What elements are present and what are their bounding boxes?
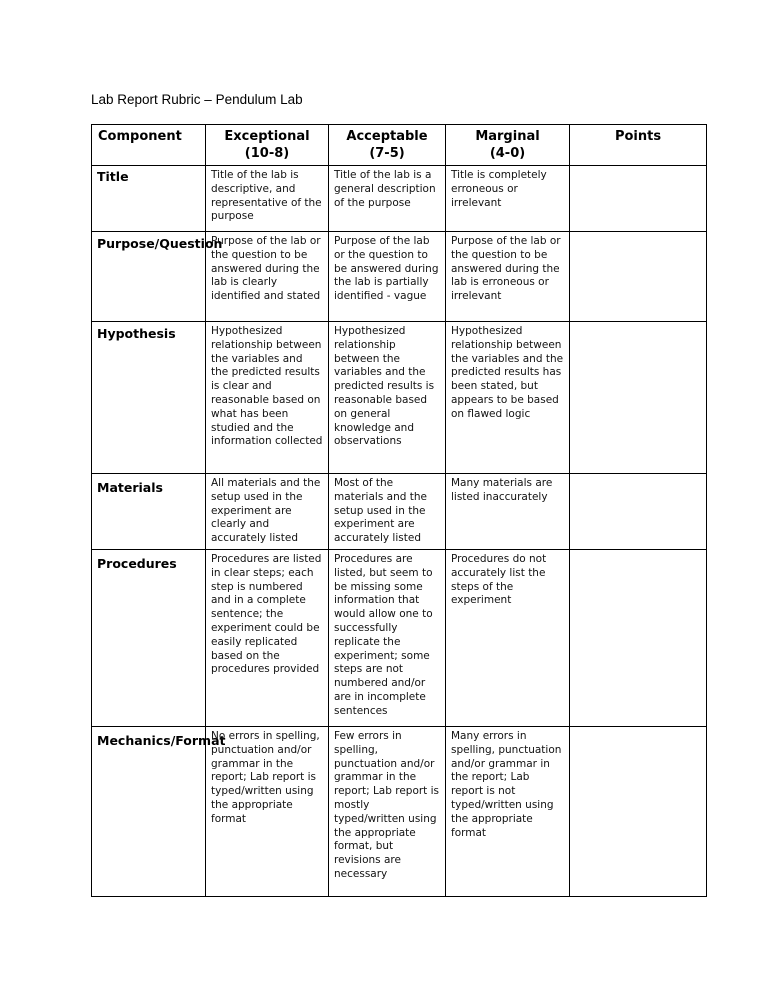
table-row [92, 166, 707, 232]
points-cell[interactable] [570, 322, 707, 474]
page-title: Lab Report Rubric – Pendulum Lab [91, 92, 303, 107]
points-cell[interactable] [570, 474, 707, 550]
points-cell[interactable] [570, 232, 707, 322]
header-label: Exceptional [224, 129, 310, 144]
component-purpose-question: Purpose/Question [92, 232, 206, 322]
header-points [570, 125, 707, 166]
header-label: Points [614, 129, 662, 144]
marginal-cell: Many errors in spelling, punctuation and/or grammar in the report; Lab report is not typed/written using the appropriate format [446, 727, 570, 897]
acceptable-cell: Procedures are listed, but seem to be missing some information that would allow one to successfully replicate the experiment; some steps are not numbered and/or are in incomplete sentences [329, 550, 446, 727]
exceptional-cell: Procedures are listed in clear steps; each step is numbered and in a complete sentence; the experiment could be easily replicated based on the procedures provided [206, 550, 329, 727]
marginal-cell: Hypothesized relationship between the variables and the predicted results has been stated, but appears to be based on flawed logic [446, 322, 570, 474]
exceptional-cell: No errors in spelling, punctuation and/or grammar in the report; Lab report is typed/written using the appropriate format [206, 727, 329, 897]
marginal-cell: Title is completely erroneous or irrelevant [446, 166, 570, 232]
acceptable-cell: Title of the lab is a general description of the purpose [329, 166, 446, 232]
exceptional-cell: Purpose of the lab or the question to be answered during the lab is clearly identified and stated [206, 232, 329, 322]
table-row [92, 550, 707, 727]
points-cell[interactable] [570, 727, 707, 897]
component-hypothesis: Hypothesis [92, 322, 206, 474]
acceptable-cell: Most of the materials and the setup used in the experiment are accurately listed [329, 474, 446, 550]
header-marginal [446, 125, 570, 166]
acceptable-cell: Hypothesized relationship between the variables and the predicted results is reasonable based on general knowledge and observations [329, 322, 446, 474]
header-range: (10-8) [244, 146, 290, 161]
marginal-cell: Procedures do not accurately list the steps of the experiment [446, 550, 570, 727]
header-acceptable [329, 125, 446, 166]
header-label: Component [98, 129, 182, 144]
header-range: (4-0) [489, 146, 526, 161]
component-title: Title [92, 166, 206, 232]
header-range: (7-5) [369, 146, 405, 161]
marginal-cell: Many materials are listed inaccurately [446, 474, 570, 550]
rubric-table [91, 124, 707, 897]
component-materials: Materials [92, 474, 206, 550]
table-row [92, 322, 707, 474]
component-mechanics-format: Mechanics/Format [92, 727, 206, 897]
exceptional-cell: Hypothesized relationship between the variables and the predicted results is clear and reasonable based on what has been studied and the information collected [206, 322, 329, 474]
table-row [92, 727, 707, 897]
acceptable-cell: Purpose of the lab or the question to be answered during the lab is partially identified - vague [329, 232, 446, 322]
acceptable-cell: Few errors in spelling, punctuation and/or grammar in the report; Lab report is mostly typed/written using the appropriate format, but revisions are necessary [329, 727, 446, 897]
exceptional-cell: Title of the lab is descriptive, and representative of the purpose [206, 166, 329, 232]
component-procedures: Procedures [92, 550, 206, 727]
header-label: Acceptable [346, 129, 428, 144]
header-label: Marginal [475, 129, 540, 144]
header-exceptional [206, 125, 329, 166]
table-row [92, 232, 707, 322]
marginal-cell: Purpose of the lab or the question to be answered during the lab is erroneous or irrelevant [446, 232, 570, 322]
header-component [92, 125, 206, 166]
table-row [92, 474, 707, 550]
points-cell[interactable] [570, 166, 707, 232]
exceptional-cell: All materials and the setup used in the experiment are clearly and accurately listed [206, 474, 329, 550]
header-row [92, 125, 707, 166]
points-cell[interactable] [570, 550, 707, 727]
